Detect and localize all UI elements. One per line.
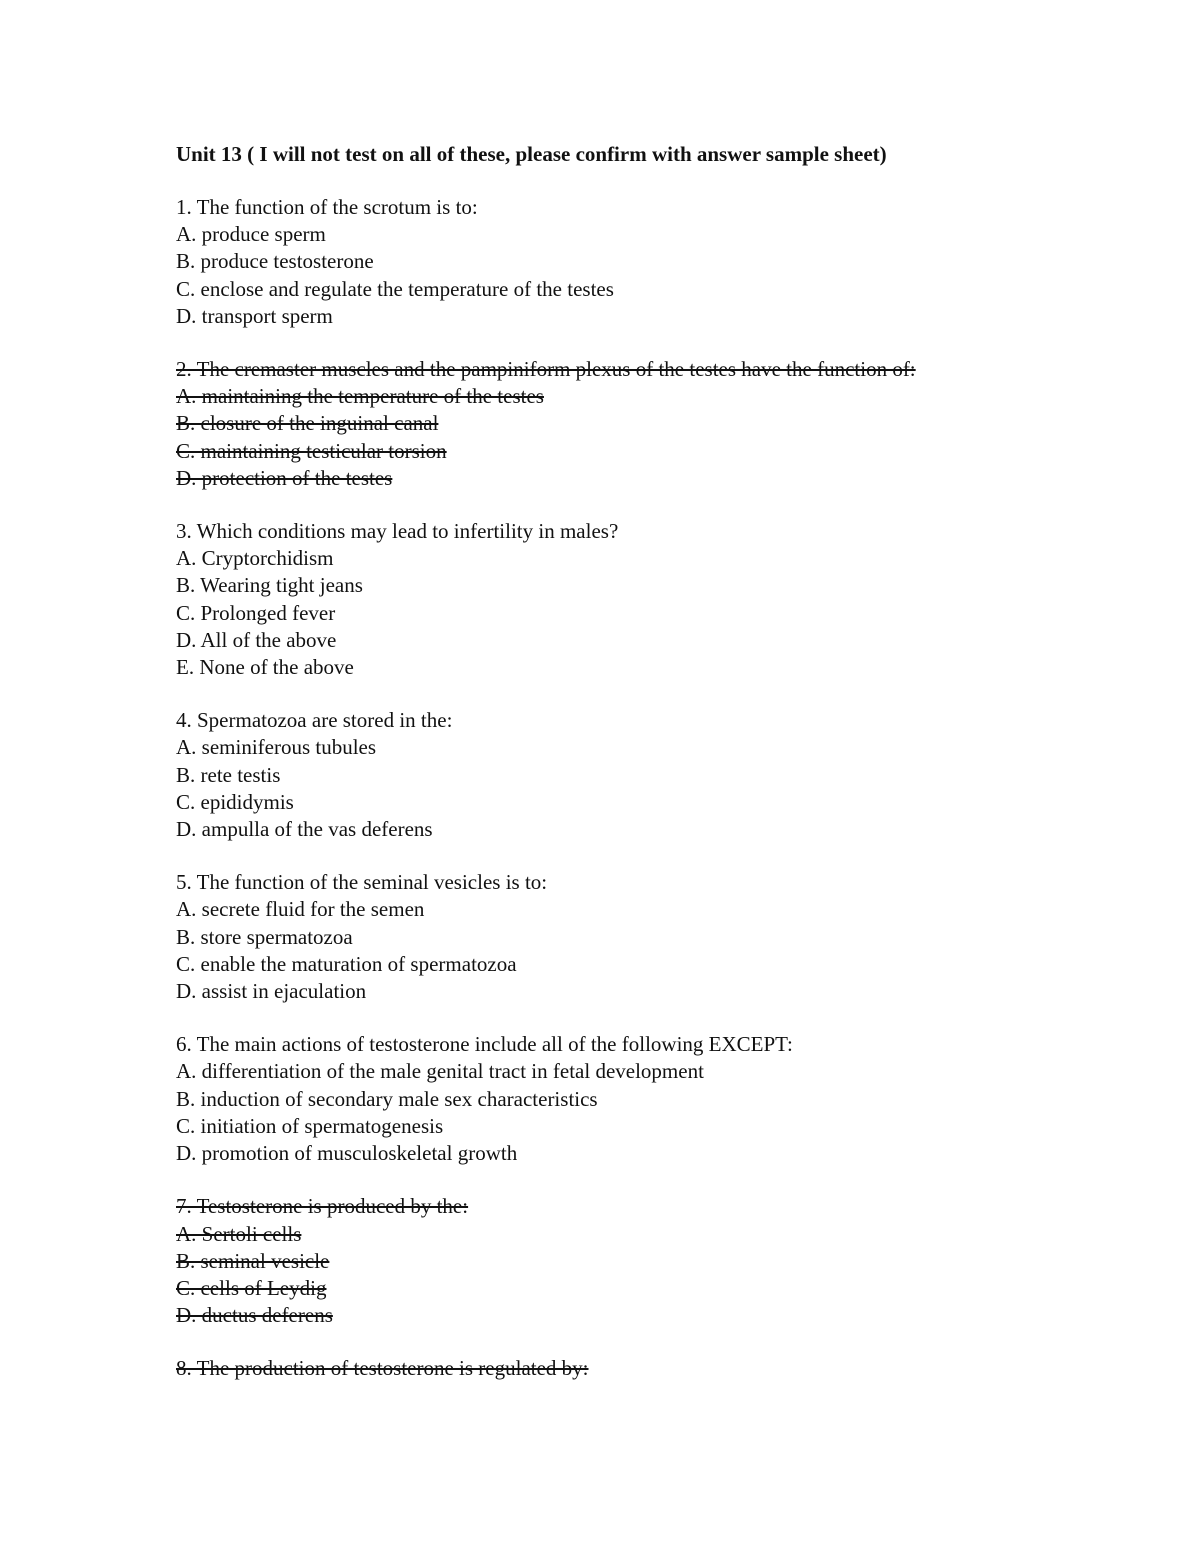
answer-option: C. enable the maturation of spermatozoa — [176, 951, 517, 976]
answer-option: B. seminal vesicle — [176, 1248, 330, 1273]
question-8 — [176, 1355, 1076, 1382]
document-page — [176, 140, 1076, 1409]
answer-option: D. promotion of musculoskeletal growth — [176, 1141, 518, 1166]
question-prompt: 2. The cremaster muscles and the pampiniform plexus of the testes have the function of: — [176, 357, 916, 382]
question-prompt: 3. Which conditions may lead to infertility in males? — [176, 519, 619, 544]
answer-option: B. store spermatozoa — [176, 924, 353, 949]
answer-option: D. protection of the testes — [176, 465, 393, 490]
question-3 — [176, 518, 1076, 681]
answer-option: C. enclose and regulate the temperature of the testes — [176, 276, 614, 301]
answer-option: C. cells of Leydig — [176, 1275, 327, 1300]
answer-option: C. epididymis — [176, 789, 294, 814]
question-2 — [176, 356, 1076, 492]
question-prompt: 5. The function of the seminal vesicles is to: — [176, 870, 548, 895]
answer-option: A. seminiferous tubules — [176, 735, 377, 760]
answer-option: B. Wearing tight jeans — [176, 573, 363, 598]
answer-option: D. ductus deferens — [176, 1303, 333, 1328]
answer-option: C. Prolonged fever — [176, 600, 336, 625]
question-1 — [176, 194, 1076, 330]
question-4 — [176, 707, 1076, 843]
answer-option: A. Cryptorchidism — [176, 546, 334, 571]
question-prompt: 8. The production of testosterone is regulated by: — [176, 1356, 589, 1381]
question-list — [176, 194, 1076, 1383]
question-7 — [176, 1193, 1076, 1329]
answer-option: E. None of the above — [176, 655, 354, 680]
answer-option: A. Sertoli cells — [176, 1221, 302, 1246]
answer-option: A. secrete fluid for the semen — [176, 897, 425, 922]
question-6 — [176, 1031, 1076, 1167]
answer-option: A. maintaining the temperature of the testes — [176, 384, 544, 409]
answer-option: D. ampulla of the vas deferens — [176, 817, 433, 842]
answer-option: C. maintaining testicular torsion — [176, 438, 447, 463]
answer-option: B. closure of the inguinal canal — [176, 411, 439, 436]
answer-option: B. rete testis — [176, 762, 281, 787]
question-prompt: 1. The function of the scrotum is to: — [176, 195, 478, 219]
answer-option: D. All of the above — [176, 627, 337, 652]
answer-option: D. transport sperm — [176, 303, 333, 328]
question-5 — [176, 869, 1076, 1005]
document-title: Unit 13 ( I will not test on all of these, please confirm with answer sample sheet) — [176, 142, 887, 166]
answer-option: A. differentiation of the male genital tract in fetal development — [176, 1059, 704, 1084]
question-prompt: 6. The main actions of testosterone include all of the following EXCEPT: — [176, 1032, 793, 1057]
answer-option: B. produce testosterone — [176, 249, 374, 274]
question-prompt: 7. Testosterone is produced by the: — [176, 1194, 469, 1219]
answer-option: A. produce sperm — [176, 222, 326, 247]
answer-option: B. induction of secondary male sex characteristics — [176, 1086, 598, 1111]
answer-option: C. initiation of spermatogenesis — [176, 1113, 444, 1138]
answer-option: D. assist in ejaculation — [176, 979, 367, 1004]
question-prompt: 4. Spermatozoa are stored in the: — [176, 708, 453, 733]
